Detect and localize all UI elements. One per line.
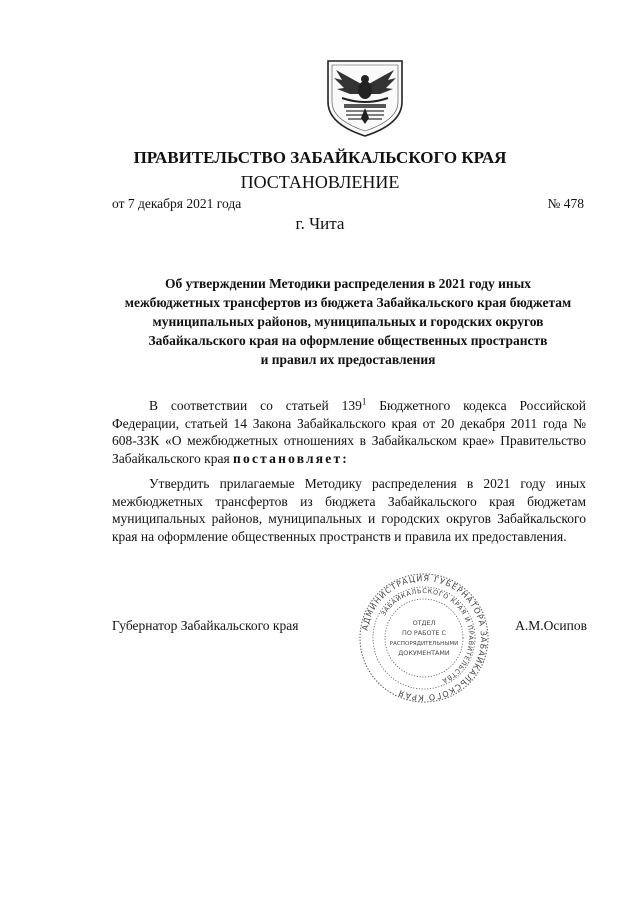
document-date: от 7 декабря 2021 года — [112, 196, 242, 211]
preamble-text: В соответствии со статьей 139 — [149, 398, 362, 413]
stamp-center-line: ДОКУМЕНТАМИ — [398, 649, 450, 657]
stamp-outer-text: АДМИНИСТРАЦИЯ ГУБЕРНАТОРА ЗАБАЙКАЛЬСКОГО КРАЯ — [360, 573, 489, 703]
title-line: Об утверждении Методики распределения в 2021 году иных — [165, 276, 531, 291]
paragraph-resolution: Утвердить прилагаемые Методику распределения в 2021 году иных межбюджетных трансфертов из бюджета Забайкальского края бюджетам муниципальных районов, муниципальных и городских округов Забайкальского края на оформление общественных пространств и правила их предоставления. — [112, 476, 586, 544]
decree-word: постановляет: — [233, 450, 349, 466]
organization-name: ПРАВИТЕЛЬСТВО ЗАБАЙКАЛЬСКОГО КРАЯ — [133, 148, 507, 167]
document-number: № 478 — [547, 196, 584, 211]
stamp-center-line: ОТДЕЛ — [412, 619, 436, 627]
title-line: муниципальных районов, муниципальных и городских округов — [152, 314, 544, 329]
stamp-center-line: РАСПОРЯДИТЕЛЬНЫМИ — [389, 641, 459, 647]
official-stamp — [358, 572, 490, 704]
coat-of-arms-icon — [322, 58, 408, 138]
title-line: Забайкальского края на оформление общественных пространств — [148, 333, 548, 348]
preamble-text-continued: Бюджетного кодекса Российской Федерации, статьей 14 Закона Забайкальского края от 20 декабря 2011 года № 608-ЗЗК «О межбюджетных отношениях в Забайкальском крае» Правительство Забайкальского края — [112, 398, 587, 466]
signatory-position: Губернатор Забайкальского края — [112, 618, 299, 633]
stamp-center-line: ПО РАБОТЕ С — [402, 629, 446, 637]
document-type: ПОСТАНОВЛЕНИЕ — [240, 172, 400, 192]
stamp-inner-text: ЗАБАЙКАЛЬСКОГО КРАЯ И ПРАВИТЕЛЬСТВА — [379, 586, 476, 685]
title-line: и правил их предоставления — [260, 352, 436, 367]
superscript: 1 — [361, 396, 367, 407]
document-title — [110, 274, 586, 369]
signatory-name: А.М.Осипов — [515, 618, 587, 633]
document-city: г. Чита — [295, 214, 345, 233]
paragraph-preamble — [112, 397, 586, 467]
title-line: межбюджетных трансфертов из бюджета Забайкальского края бюджетам — [124, 295, 572, 310]
